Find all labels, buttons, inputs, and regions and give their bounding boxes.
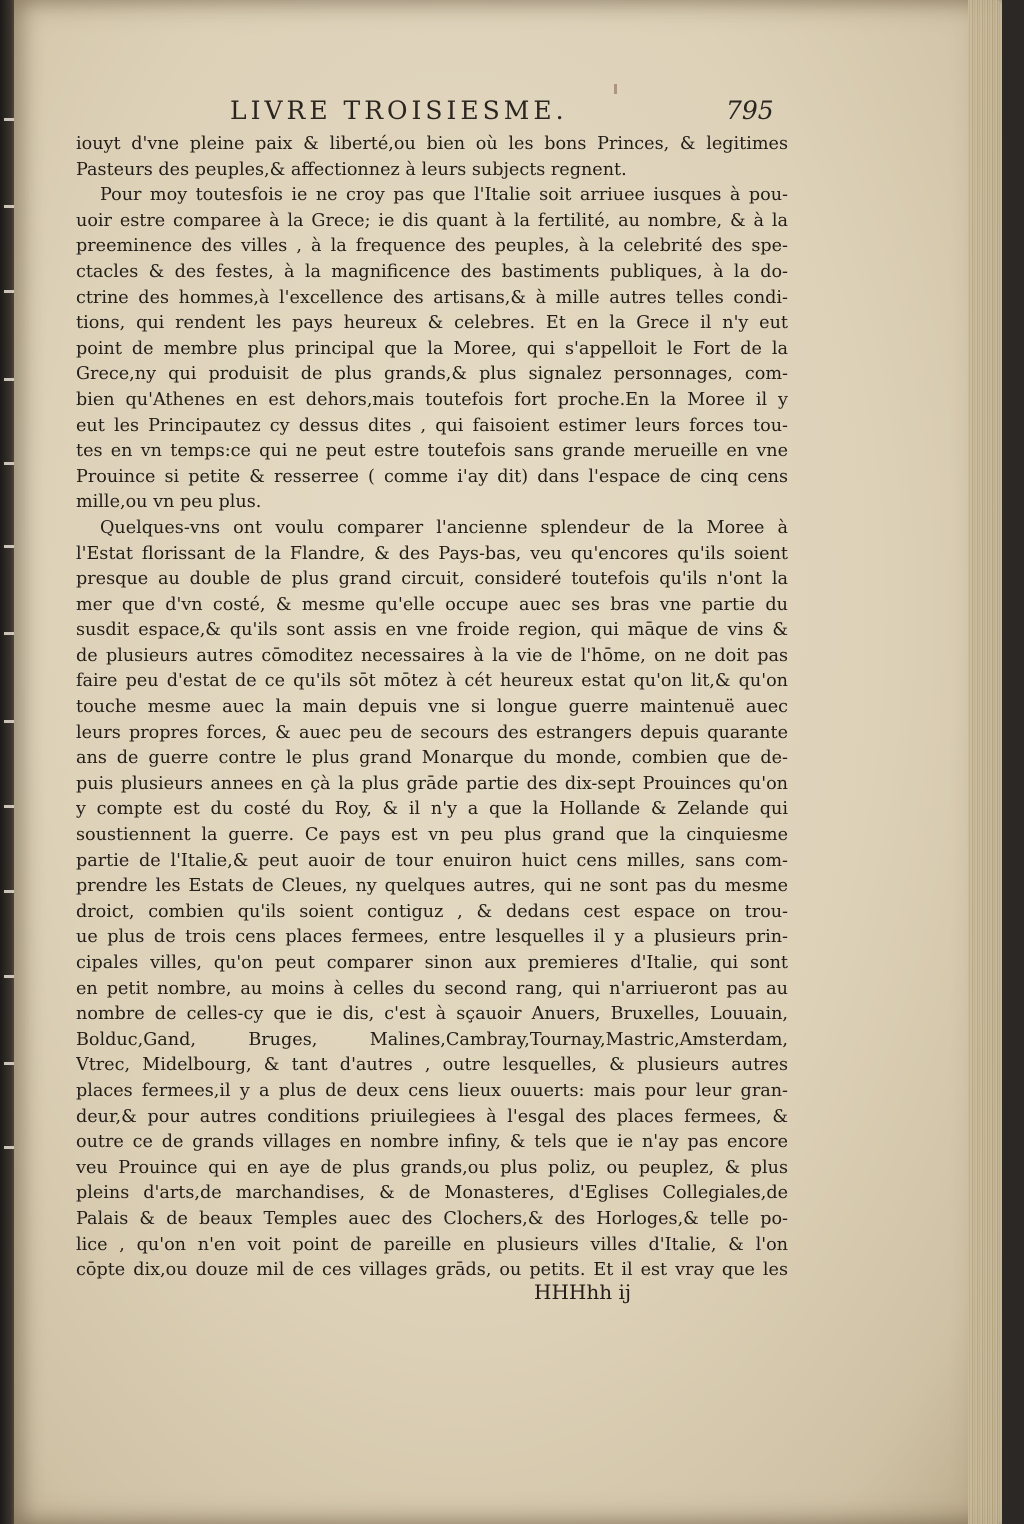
text-line: cipales villes, qu'on peut comparer sinon aux premieres d'Italie, qui sont: [76, 953, 788, 973]
text-line: susdit espace,& qu'ils sont assis en vne froide region, qui māque de vins &: [76, 620, 788, 641]
text-line: ctacles & des festes, à la magnificence des bastiments publiques, à la do-: [76, 261, 788, 282]
text-line: presque au double de plus grand circuit, consideré toutefois qu'ils n'ont la: [76, 569, 788, 590]
text-line: y compte est du costé du Roy, & il n'y a que la Hollande & Zelande qui: [76, 799, 788, 820]
text-line: Prouince si petite & resserree ( comme i'ay dit) dans l'espace de cinq cens: [76, 466, 788, 487]
text-line: Grece,ny qui produisit de plus grands,& plus signalez personnages, com-: [76, 364, 788, 385]
text-line: partie de l'Italie,& peut auoir de tour enuiron huict cens milles, sans com-: [76, 850, 788, 871]
text-line: preeminence des villes , à la frequence des peuples, à la celebrité des spe-: [76, 236, 788, 257]
text-line: mer que d'vn costé, & mesme qu'elle occupe auec ses bras vne partie du: [76, 594, 788, 615]
gutter-tick: [4, 1146, 14, 1149]
text-line: tions, qui rendent les pays heureux & celebres. Et en la Grece il n'y eut: [76, 313, 788, 334]
text-line: Pour moy toutesfois ie ne croy pas que l'Italie soit arriuee iusques à pou-: [100, 185, 788, 206]
text-line: ue plus de trois cens places fermees, entre lesquelles il y a plusieurs prin-: [76, 927, 788, 948]
gutter-tick: [4, 118, 14, 121]
text-line: ctrine des hommes,à l'excellence des artisans,& à mille autres telles condi-: [76, 287, 788, 308]
text-line: en petit nombre, au moins à celles du second rang, qui n'arriueront pas au: [76, 978, 788, 999]
text-line: droict, combien qu'ils soient contiguz , & dedans cest espace on trou-: [76, 901, 788, 922]
text-line: Quelques-vns ont voulu comparer l'ancienne splendeur de la Moree à: [100, 517, 788, 538]
text-line: cōpte dix,ou douze mil de ces villages grāds, ou petits. Et il est vray que les: [76, 1260, 788, 1281]
text-line: iouyt d'vne pleine paix & liberté,ou bien où les bons Princes, & legitimes: [76, 134, 788, 154]
text-line: faire peu d'estat de ce qu'ils sōt mōtez à cét heureux estat qu'on lit,& qu'on: [76, 671, 788, 692]
text-line: leurs propres forces, & auec peu de secours des estrangers depuis quarante: [76, 722, 788, 743]
book-page: [14, 0, 1002, 1524]
text-line: places fermees,il y a plus de deux cens lieux ouuerts: mais pour leur gran-: [76, 1080, 788, 1101]
gutter-tick: [4, 290, 14, 293]
text-line: Vtrec, Midelbourg, & tant d'autres , outre lesquelles, & plusieurs autres: [76, 1055, 788, 1076]
signature-mark: HHHhh ij: [534, 1280, 632, 1304]
running-title: LIVRE TROISIESME.: [230, 96, 568, 125]
gutter-tick: [4, 632, 14, 635]
gutter-tick: [4, 805, 14, 808]
text-line: Palais & de beaux Temples auec des Clochers,& des Horloges,& telle po-: [76, 1208, 788, 1229]
text-line: outre ce de grands villages en nombre infiny, & tels que ie n'ay pas encore: [76, 1132, 788, 1153]
gutter-tick: [4, 462, 14, 465]
text-line: uoir estre comparee à la Grece; ie dis quant à la fertilité, au nombre, & à la: [76, 210, 788, 231]
text-line: touche mesme auec la main depuis vne si longue guerre maintenuë auec: [76, 697, 788, 718]
text-line: deur,& pour autres conditions priuilegiees à l'esgal des places fermees, &: [76, 1106, 788, 1127]
text-line: tes en vn temps:ce qui ne peut estre toutefois sans grande merueille en vne: [76, 441, 788, 462]
text-line: eut les Principautez cy dessus dites , qui faisoient estimer leurs forces tou-: [76, 415, 788, 436]
text-line: veu Prouince qui en aye de plus grands,ou plus poliz, ou peuplez, & plus: [76, 1157, 788, 1178]
ink-mark: [614, 84, 617, 94]
text-line: mille,ou vn peu plus.: [76, 492, 262, 513]
text-line: soustiennent la guerre. Ce pays est vn peu plus grand que la cinquiesme: [76, 825, 788, 846]
gutter-tick: [4, 720, 14, 723]
text-line: Pasteurs des peuples,& affectionnez à leurs subjects regnent.: [76, 159, 627, 180]
text-line: point de membre plus principal que la Moree, qui s'appelloit le Fort de la: [76, 338, 788, 359]
text-line: l'Estat florissant de la Flandre, & des Pays-bas, veu qu'encores qu'ils soient: [76, 543, 788, 564]
body-text: [76, 132, 788, 1284]
text-line: prendre les Estats de Cleues, ny quelques autres, qui ne sont pas du mesme: [76, 876, 788, 897]
text-line: pleins d'arts,de marchandises, & de Monasteres, d'Eglises Collegiales,de: [76, 1183, 788, 1204]
gutter-tick: [4, 205, 14, 208]
gutter-tick: [4, 1062, 14, 1065]
gutter-ruler-marks: [4, 0, 14, 1524]
page-edge-stack: [968, 0, 1002, 1524]
gutter-tick: [4, 890, 14, 893]
text-line: Bolduc,Gand, Bruges, Malines,Cambray,Tournay,Mastric,Amsterdam,: [76, 1029, 788, 1050]
text-line: ans de guerre contre le plus grand Monarque du monde, combien que de-: [76, 748, 788, 769]
text-line: nombre de celles-cy que ie dis, c'est à sçauoir Anuers, Bruxelles, Louuain,: [76, 1004, 788, 1025]
gutter-tick: [4, 975, 14, 978]
text-line: bien qu'Athenes en est dehors,mais toutefois fort proche.En la Moree il y: [76, 389, 788, 410]
text-line: de plusieurs autres cōmoditez necessaires à la vie de l'hōme, on ne doit pas: [76, 645, 788, 666]
folio-number: 795: [726, 96, 774, 125]
gutter-tick: [4, 378, 14, 381]
running-head: [14, 96, 1002, 136]
text-line: lice , qu'on n'en voit point de pareille en plusieurs villes d'Italie, & l'on: [76, 1234, 788, 1255]
text-line: puis plusieurs annees en çà la plus grāde partie des dix-sept Prouinces qu'on: [76, 773, 788, 794]
gutter-tick: [4, 545, 14, 548]
